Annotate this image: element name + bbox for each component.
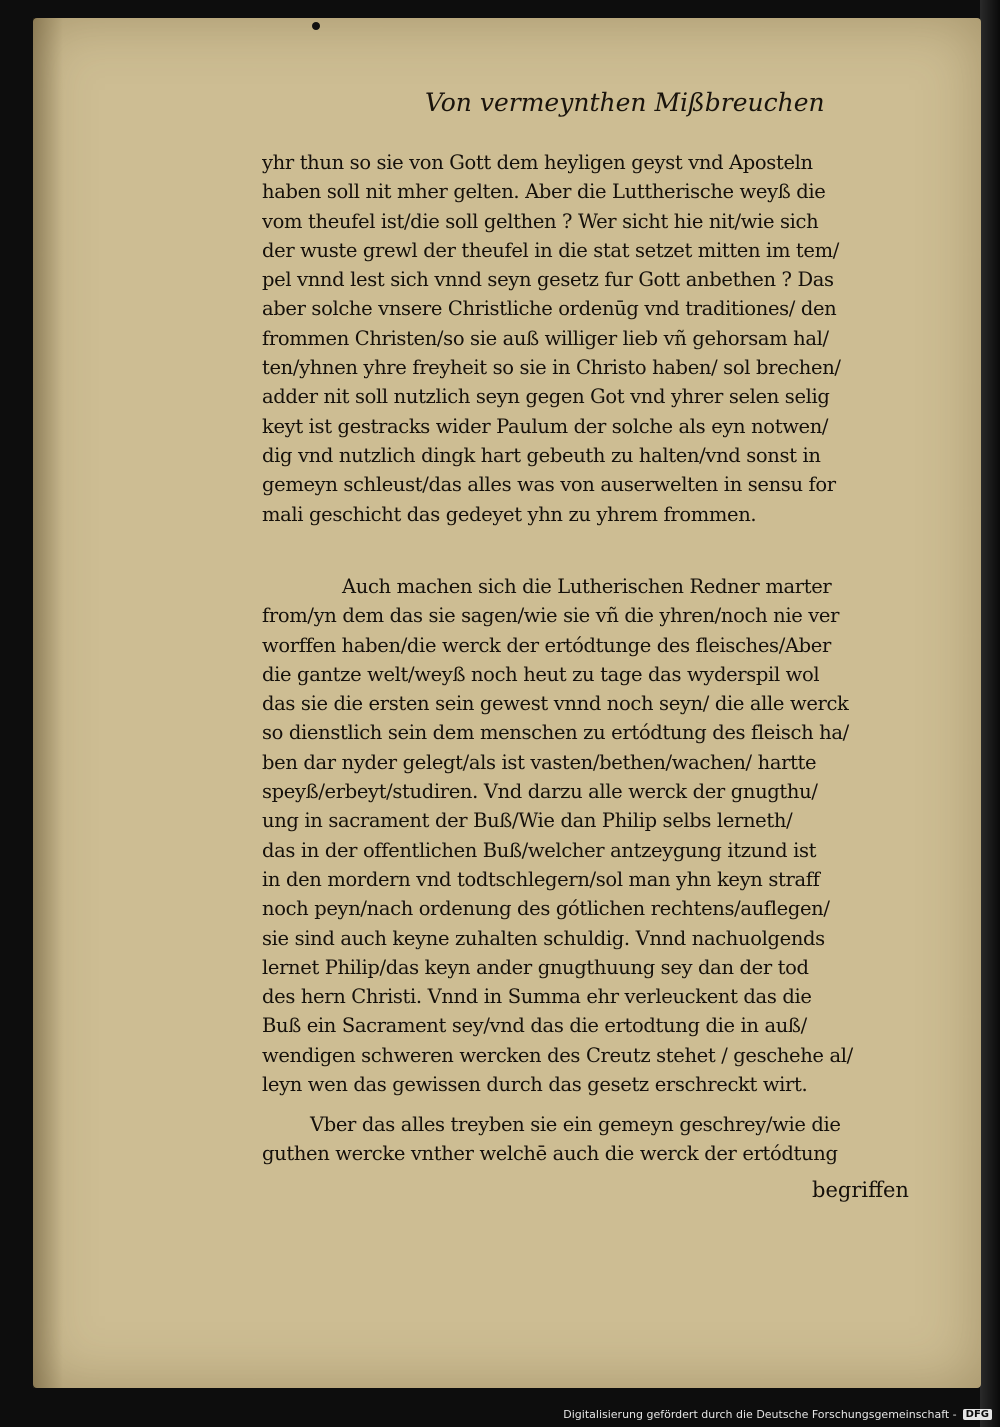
text-line: gemeyn schleust/das alles was von auserwelten in sensu for xyxy=(262,473,836,497)
text-line: Buß ein Sacrament sey/vnd das die ertodtung die in auß/ xyxy=(262,1014,807,1038)
text-line: leyn wen das gewissen durch das gesetz erschreckt wirt. xyxy=(262,1073,808,1097)
text-line: from/yn dem das sie sagen/wie sie vñ die yhren/noch nie ver xyxy=(262,604,840,628)
text-line: aber solche vnsere Christliche ordenūg vnd traditiones/ den xyxy=(262,297,837,321)
text-line: des hern Christi. Vnnd in Summa ehr verleuckent das die xyxy=(262,985,812,1009)
text-line: ung in sacrament der Buß/Wie dan Philip selbs lerneth/ xyxy=(262,809,793,833)
text-line: speyß/erbeyt/studiren. Vnd darzu alle werck der gnugthu/ xyxy=(262,780,818,804)
text-line: wendigen schweren wercken des Creutz stehet / geschehe al/ xyxy=(262,1043,853,1067)
text-line: adder nit soll nutzlich seyn gegen Got vnd yhrer selen selig xyxy=(262,385,830,409)
paragraph-2 xyxy=(262,572,954,1099)
text-line: dig vnd nutzlich dingk hart gebeuth zu halten/vnd sonst in xyxy=(262,443,821,467)
text-line: ten/yhnen yhre freyheit so sie in Christo haben/ sol brechen/ xyxy=(262,356,841,380)
digitization-footer xyxy=(563,1408,992,1421)
text-line: noch peyn/nach ordenung des gótlichen rechtens/auflegen/ xyxy=(262,897,830,921)
paragraph-3 xyxy=(262,1110,954,1169)
running-header: Von vermeynthen Mißbreuchen xyxy=(425,88,825,117)
paragraph-1 xyxy=(262,148,954,529)
text-line: der wuste grewl der theufel in die stat setzet mitten im tem/ xyxy=(262,238,839,262)
text-line: yhr thun so sie von Gott dem heyligen geyst vnd Aposteln xyxy=(262,151,813,174)
text-line: in den mordern vnd todtschlegern/sol man yhn keyn straff xyxy=(262,867,820,891)
text-line: worffen haben/die werck der ertódtunge des fleisches/Aber xyxy=(262,633,831,657)
text-line: guthen wercke vnther welchē auch die werck der ertódtung xyxy=(262,1142,838,1166)
text-line: die gantze welt/weyß noch heut zu tage das wyderspil wol xyxy=(262,662,820,686)
text-line: so dienstlich sein dem menschen zu ertódtung des fleisch ha/ xyxy=(262,721,849,745)
dfg-logo: DFG xyxy=(963,1409,992,1420)
text-line: Vber das alles treyben sie ein gemeyn geschrey/wie die xyxy=(310,1113,841,1136)
catchword: begriffen xyxy=(812,1178,909,1202)
text-line: lernet Philip/das keyn ander gnugthuung sey dan der tod xyxy=(262,955,809,979)
text-line: pel vnnd lest sich vnnd seyn gesetz fur Gott anbethen ? Das xyxy=(262,268,834,292)
text-line: das sie die ersten sein gewest vnnd noch seyn/ die alle werck xyxy=(262,692,849,716)
text-line: mali geschicht das gedeyet yhn zu yhrem frommen. xyxy=(262,502,757,526)
text-line: das in der offentlichen Buß/welcher antzeygung itzund ist xyxy=(262,838,817,862)
text-line: keyt ist gestracks wider Paulum der solche als eyn notwen/ xyxy=(262,414,829,438)
footer-credit-text: Digitalisierung gefördert durch die Deutsche Forschungsgemeinschaft - xyxy=(563,1408,957,1421)
text-line: haben soll nit mher gelten. Aber die Luttherische weyß die xyxy=(262,180,826,204)
text-line: vom theufel ist/die soll gelthen ? Wer sicht hie nit/wie sich xyxy=(262,209,819,233)
text-line: ben dar nyder gelegt/als ist vasten/bethen/wachen/ hartte xyxy=(262,750,817,774)
ink-dot-mark xyxy=(312,22,320,30)
text-line: sie sind auch keyne zuhalten schuldig. Vnnd nachuolgends xyxy=(262,926,825,950)
text-line: Auch machen sich die Lutherischen Redner marter xyxy=(342,575,832,598)
page-gutter-shadow xyxy=(33,18,63,1388)
text-line: frommen Christen/so sie auß williger lieb vñ gehorsam hal/ xyxy=(262,326,829,350)
book-spine-edge xyxy=(980,0,1000,1427)
